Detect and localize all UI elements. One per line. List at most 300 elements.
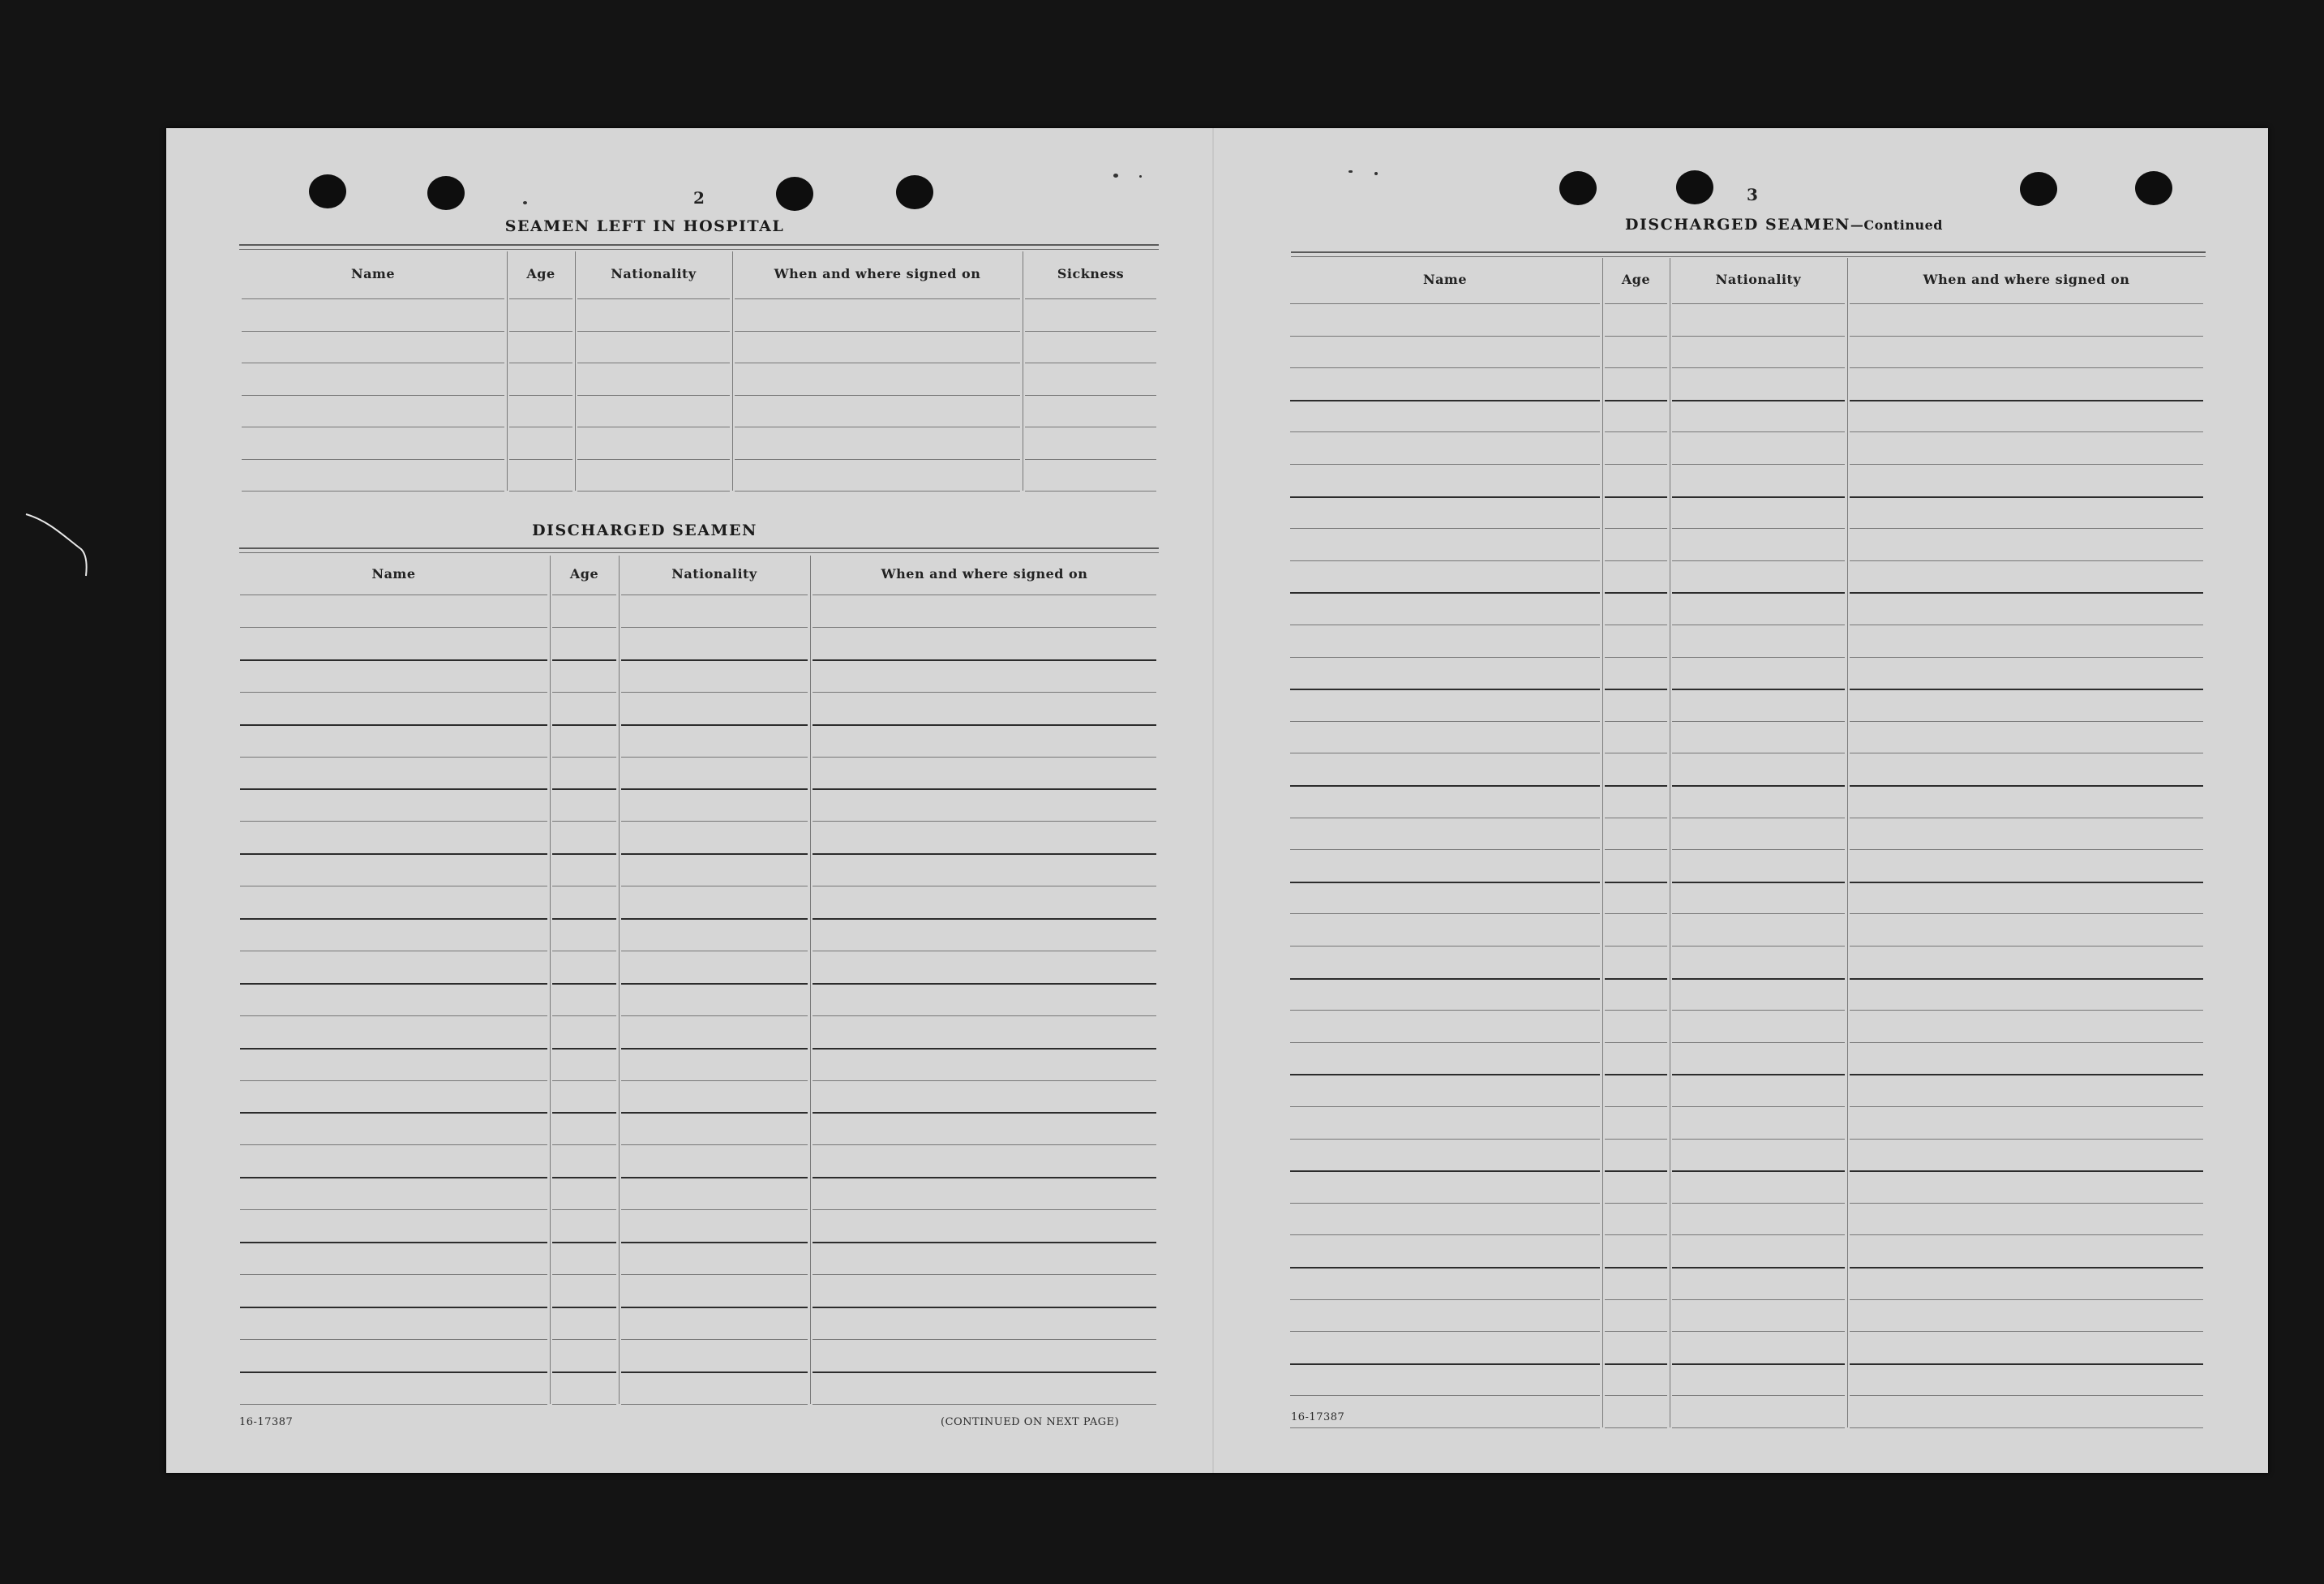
row-line [1605,689,1667,690]
row-line [1850,1139,2203,1140]
row-line [1672,657,1845,658]
row-line [240,1177,547,1178]
header-rule [577,298,730,299]
row-line [1672,1170,1845,1172]
column-header-nationality: Nationality [611,266,697,281]
row-line [1290,1170,1600,1172]
row-line [1672,560,1845,561]
row-line [1672,1042,1845,1043]
row-line [1605,1042,1667,1043]
row-line [242,459,504,460]
row-line [621,1177,808,1178]
header-rule [1672,303,1845,304]
row-line [1672,1395,1845,1396]
row-line [735,459,1020,460]
section-rule [239,244,1159,246]
row-line [735,395,1020,396]
row-line [1672,882,1845,883]
row-line [1605,496,1667,498]
row-line [621,918,808,920]
row-line [1605,1395,1667,1396]
row-line [1290,336,1600,337]
column-divider [550,556,551,1404]
row-line [1605,528,1667,529]
row-line [1672,528,1845,529]
discharged-table [238,556,1159,1407]
row-line [552,627,616,628]
continued-title-suffix: —Continued [1850,217,1943,233]
row-line [552,1404,616,1405]
row-line [1605,785,1667,787]
row-line [1290,849,1600,850]
row-line [1850,560,2203,561]
row-line [240,788,547,790]
row-line [552,1015,616,1016]
row-line [813,1404,1156,1405]
section-rule [239,547,1159,549]
row-line [1290,592,1600,594]
row-line [1850,400,2203,401]
row-line [1672,1106,1845,1107]
row-line [813,724,1156,726]
row-line [1672,1139,1845,1140]
punch-hole [2135,171,2172,205]
row-line [1850,1010,2203,1011]
column-divider [810,556,811,1404]
row-line [1850,1331,2203,1332]
row-line [1850,1106,2203,1107]
punch-hole [427,176,465,210]
row-line [552,1242,616,1243]
row-line [621,1372,808,1373]
row-line [1672,431,1845,432]
row-line [1605,849,1667,850]
row-line [240,1144,547,1145]
row-line [1850,1170,2203,1172]
row-line [813,1209,1156,1210]
row-line [621,757,808,758]
row-line [621,1274,808,1275]
row-line [1025,331,1156,332]
page-number: 3 [1747,185,1758,204]
hospital-section-title: SEAMEN LEFT IN HOSPITAL [504,217,785,235]
row-line [813,853,1156,855]
continued-table [1288,258,2206,1402]
row-line [552,1209,616,1210]
row-line [1672,464,1845,465]
row-line [577,491,730,492]
row-line [1290,1363,1600,1365]
row-line [1850,882,2203,883]
row-line [813,1339,1156,1340]
row-line [1672,336,1845,337]
row-line [552,1144,616,1145]
row-line [552,1307,616,1308]
row-line [509,491,572,492]
row-line [813,757,1156,758]
row-line [621,1015,808,1016]
row-line [240,1080,547,1081]
row-line [1850,657,2203,658]
row-line [1605,464,1667,465]
column-divider [619,556,620,1404]
row-line [621,724,808,726]
row-line [621,821,808,822]
row-line [1672,1074,1845,1075]
row-line [621,1307,808,1308]
row-line [1850,913,2203,914]
punch-hole [1676,170,1713,204]
row-line [1605,400,1667,401]
row-line [552,659,616,661]
column-header-age: Age [1621,272,1651,287]
row-line [1605,946,1667,947]
row-line [1605,1299,1667,1300]
row-line [1850,431,2203,432]
column-divider [507,251,508,491]
form-number: 16-17387 [239,1416,294,1428]
row-line [552,1080,616,1081]
punch-hole [776,177,813,211]
row-line [1605,913,1667,914]
row-line [1605,1203,1667,1204]
row-line [552,853,616,855]
speck [523,201,527,204]
row-line [240,1404,547,1405]
row-line [1850,528,2203,529]
row-line [1850,1042,2203,1043]
row-line [735,331,1020,332]
row-line [240,627,547,628]
row-line [552,1339,616,1340]
row-line [1850,946,2203,947]
row-line [1850,1363,2203,1365]
column-divider [1602,258,1603,1427]
row-line [813,659,1156,661]
form-number: 16-17387 [1291,1411,1345,1423]
row-line [1605,1363,1667,1365]
row-line [813,821,1156,822]
row-line [1672,592,1845,594]
row-line [240,1242,547,1243]
row-line [1025,459,1156,460]
row-line [240,724,547,726]
row-line [240,821,547,822]
row-line [1672,1267,1845,1268]
row-line [621,983,808,985]
discharged-section-title: DISCHARGED SEAMEN [532,522,757,539]
row-line [242,331,504,332]
row-line [240,1209,547,1210]
row-line [1290,1427,1600,1428]
row-line [1605,657,1667,658]
row-line [1290,721,1600,722]
continued-title-main: DISCHARGED SEAMEN [1625,216,1850,234]
speck [1113,174,1118,178]
row-line [1672,1234,1845,1235]
row-line [813,983,1156,985]
row-line [240,692,547,693]
row-line [813,1015,1156,1016]
row-line [240,1015,547,1016]
row-line [1290,464,1600,465]
row-line [813,1274,1156,1275]
row-line [1672,849,1845,850]
row-line [1290,1042,1600,1043]
row-line [1850,367,2203,368]
row-line [242,395,504,396]
row-line [1605,1139,1667,1140]
row-line [1290,1074,1600,1075]
film-scratch [24,513,89,586]
column-header-name: Name [350,266,396,281]
column-divider [575,251,576,491]
row-line [552,692,616,693]
row-line [813,788,1156,790]
row-line [1672,689,1845,690]
row-line [1290,1331,1600,1332]
row-line [552,1112,616,1114]
row-line [1605,721,1667,722]
row-line [552,1048,616,1050]
row-line [1672,785,1845,787]
row-line [1850,1427,2203,1428]
header-rule [1025,298,1156,299]
row-line [240,757,547,758]
row-line [552,724,616,726]
header-rule [1850,303,2203,304]
header-rule [242,298,504,299]
column-divider [1847,258,1848,1427]
row-line [1290,560,1600,561]
row-line [1672,1427,1845,1428]
row-line [1672,1299,1845,1300]
row-line [1850,978,2203,980]
row-line [552,1372,616,1373]
row-line [621,1404,808,1405]
row-line [1025,395,1156,396]
row-line [577,459,730,460]
punch-hole [2020,172,2057,206]
row-line [1672,496,1845,498]
row-line [1605,1427,1667,1428]
row-line [1290,1139,1600,1140]
row-line [1290,1010,1600,1011]
row-line [240,1112,547,1114]
row-line [813,1080,1156,1081]
speck [1374,172,1378,175]
row-line [1025,491,1156,492]
row-line [1290,496,1600,498]
row-line [1605,431,1667,432]
row-line [240,1372,547,1373]
punch-hole [309,174,346,208]
row-line [1290,528,1600,529]
page-fold [1212,128,1214,1473]
row-line [552,983,616,985]
column-header-sickness: Sickness [1057,266,1125,281]
column-header-when-and-where-signed-on: When and where signed on [774,266,981,281]
row-line [1290,1395,1600,1396]
header-rule [735,298,1020,299]
column-header-nationality: Nationality [1715,272,1802,287]
row-line [1290,946,1600,947]
row-line [1672,1203,1845,1204]
row-line [240,918,547,920]
row-line [813,692,1156,693]
row-line [240,1307,547,1308]
row-line [509,459,572,460]
row-line [552,757,616,758]
row-line [813,1372,1156,1373]
row-line [1605,1074,1667,1075]
row-line [240,853,547,855]
speck [1139,175,1142,178]
row-line [1850,1267,2203,1268]
row-line [509,395,572,396]
row-line [621,1080,808,1081]
punch-hole [1559,171,1597,205]
row-line [1672,913,1845,914]
row-line [813,1048,1156,1050]
column-divider [732,251,733,491]
row-line [621,1144,808,1145]
row-line [1605,882,1667,883]
row-line [1290,400,1600,401]
row-line [240,659,547,661]
continued-note: (CONTINUED ON NEXT PAGE) [941,1416,1120,1428]
row-line [240,983,547,985]
row-line [813,1177,1156,1178]
row-line [552,788,616,790]
row-line [1850,1074,2203,1075]
row-line [1850,1203,2203,1204]
row-line [1672,1363,1845,1365]
row-line [1290,1234,1600,1235]
row-line [621,788,808,790]
row-line [240,1048,547,1050]
column-header-name: Name [371,566,416,582]
row-line [621,692,808,693]
row-line [1850,785,2203,787]
row-line [1605,1331,1667,1332]
row-line [1290,1299,1600,1300]
row-line [577,331,730,332]
continued-section-title [1524,216,2043,234]
header-rule [1290,303,1600,304]
row-line [621,659,808,661]
punch-hole [896,175,933,209]
row-line [813,1307,1156,1308]
row-line [1605,1267,1667,1268]
row-line [1605,1234,1667,1235]
row-line [552,918,616,920]
row-line [552,1177,616,1178]
row-line [1850,496,2203,498]
row-line [1290,1106,1600,1107]
row-line [509,331,572,332]
row-line [813,1242,1156,1243]
row-line [1672,946,1845,947]
row-line [1850,592,2203,594]
page-number: 2 [693,188,705,208]
row-line [1605,367,1667,368]
row-line [1290,785,1600,787]
document-sheet [166,128,2268,1473]
row-line [1290,689,1600,690]
row-line [1290,913,1600,914]
row-line [242,491,504,492]
row-line [1290,1267,1600,1268]
row-line [1290,431,1600,432]
row-line [813,918,1156,920]
row-line [240,1274,547,1275]
row-line [1605,1010,1667,1011]
row-line [621,1209,808,1210]
row-line [1850,1234,2203,1235]
column-header-name: Name [1422,272,1468,287]
row-line [1672,1331,1845,1332]
row-line [1850,1395,2203,1396]
row-line [240,1339,547,1340]
row-line [1605,978,1667,980]
row-line [1672,978,1845,980]
row-line [1605,560,1667,561]
column-header-age: Age [526,266,555,281]
header-rule [509,298,572,299]
row-line [1290,882,1600,883]
row-line [813,1144,1156,1145]
row-line [1850,721,2203,722]
column-header-nationality: Nationality [671,566,757,582]
row-line [1605,1106,1667,1107]
row-line [1290,657,1600,658]
row-line [1672,367,1845,368]
row-line [1850,1299,2203,1300]
row-line [621,1112,808,1114]
row-line [813,627,1156,628]
row-line [1850,464,2203,465]
row-line [1850,849,2203,850]
column-header-when-and-where-signed-on: When and where signed on [1923,272,2130,287]
row-line [552,1274,616,1275]
row-line [621,627,808,628]
speck [1350,170,1353,173]
row-line [813,1112,1156,1114]
row-line [621,1339,808,1340]
column-header-when-and-where-signed-on: When and where signed on [881,566,1088,582]
row-line [621,1048,808,1050]
row-line [577,395,730,396]
row-line [1290,367,1600,368]
row-line [1672,400,1845,401]
column-header-age: Age [569,566,599,582]
row-line [1290,1203,1600,1204]
row-line [552,821,616,822]
row-line [1850,689,2203,690]
row-line [1605,336,1667,337]
row-line [621,853,808,855]
row-line [1672,1010,1845,1011]
row-line [1850,336,2203,337]
row-line [1290,978,1600,980]
row-line [621,1242,808,1243]
row-line [1605,1170,1667,1172]
section-rule [1291,251,2206,253]
row-line [735,491,1020,492]
header-rule [1605,303,1667,304]
row-line [1605,592,1667,594]
